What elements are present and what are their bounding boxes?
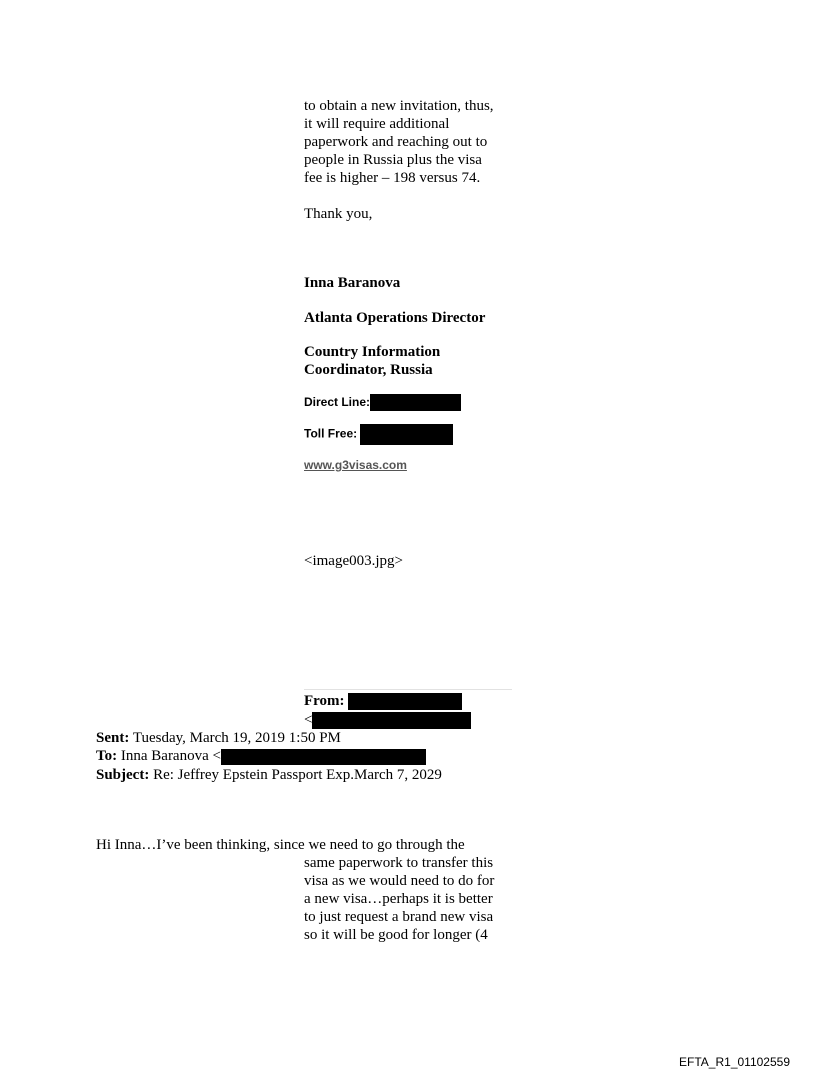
signature-name: Inna Baranova	[304, 275, 401, 291]
toll-free-row	[304, 424, 453, 445]
website-link[interactable]: www.g3visas.com	[304, 458, 407, 472]
signature-role-line: Country Information	[304, 344, 441, 360]
sent-label: Sent:	[96, 730, 130, 746]
body-line: to obtain a new invitation, thus,	[304, 98, 494, 114]
toll-free-label: Toll Free:	[304, 426, 358, 441]
body-line: it will require additional	[304, 116, 450, 132]
subject-value: Re: Jeffrey Epstein Passport Exp.March 7, 2029	[153, 767, 442, 783]
direct-line-row	[304, 393, 461, 411]
redaction-bar	[312, 712, 471, 729]
body-line: fee is higher – 198 versus 74.	[304, 170, 481, 186]
sent-value: Tuesday, March 19, 2019 1:50 PM	[132, 730, 341, 746]
reply-line: a new visa…perhaps it is better	[304, 891, 493, 907]
subject-row	[96, 766, 442, 784]
body-line: people in Russia plus the visa	[304, 152, 482, 168]
body-line: paperwork and reaching out to	[304, 134, 488, 150]
image-placeholder: <image003.jpg>	[304, 553, 403, 569]
redaction-bar	[348, 693, 462, 710]
reply-line: same paperwork to transfer this	[304, 855, 494, 871]
from-bracket: <	[304, 712, 313, 728]
from-row	[304, 692, 462, 710]
to-label: To:	[96, 748, 118, 764]
closing-text: Thank you,	[304, 206, 373, 222]
signature-role	[304, 343, 524, 379]
reply-line: visa as we would need to do for	[304, 873, 495, 889]
reply-paragraph	[304, 854, 524, 944]
separator-line	[304, 689, 512, 690]
redaction-bar	[360, 424, 453, 445]
to-row	[96, 747, 426, 765]
body-paragraph	[304, 97, 524, 187]
direct-line-label: Direct Line:	[304, 395, 371, 409]
signature-title: Atlanta Operations Director	[304, 310, 486, 326]
reply-line: so it will be good for longer (4	[304, 927, 488, 943]
subject-label: Subject:	[96, 767, 150, 783]
signature-role-line: Coordinator, Russia	[304, 362, 433, 378]
from-label: From:	[304, 693, 345, 709]
sent-row	[96, 729, 341, 747]
redaction-bar	[221, 749, 426, 765]
reply-first-line: Hi Inna…I’ve been thinking, since we need to go through the	[96, 837, 465, 853]
document-id: EFTA_R1_01102559	[679, 1055, 790, 1069]
reply-line: to just request a brand new visa	[304, 909, 494, 925]
from-email-row	[304, 711, 471, 729]
redaction-bar	[370, 394, 461, 411]
to-value: Inna Baranova <	[120, 748, 221, 764]
